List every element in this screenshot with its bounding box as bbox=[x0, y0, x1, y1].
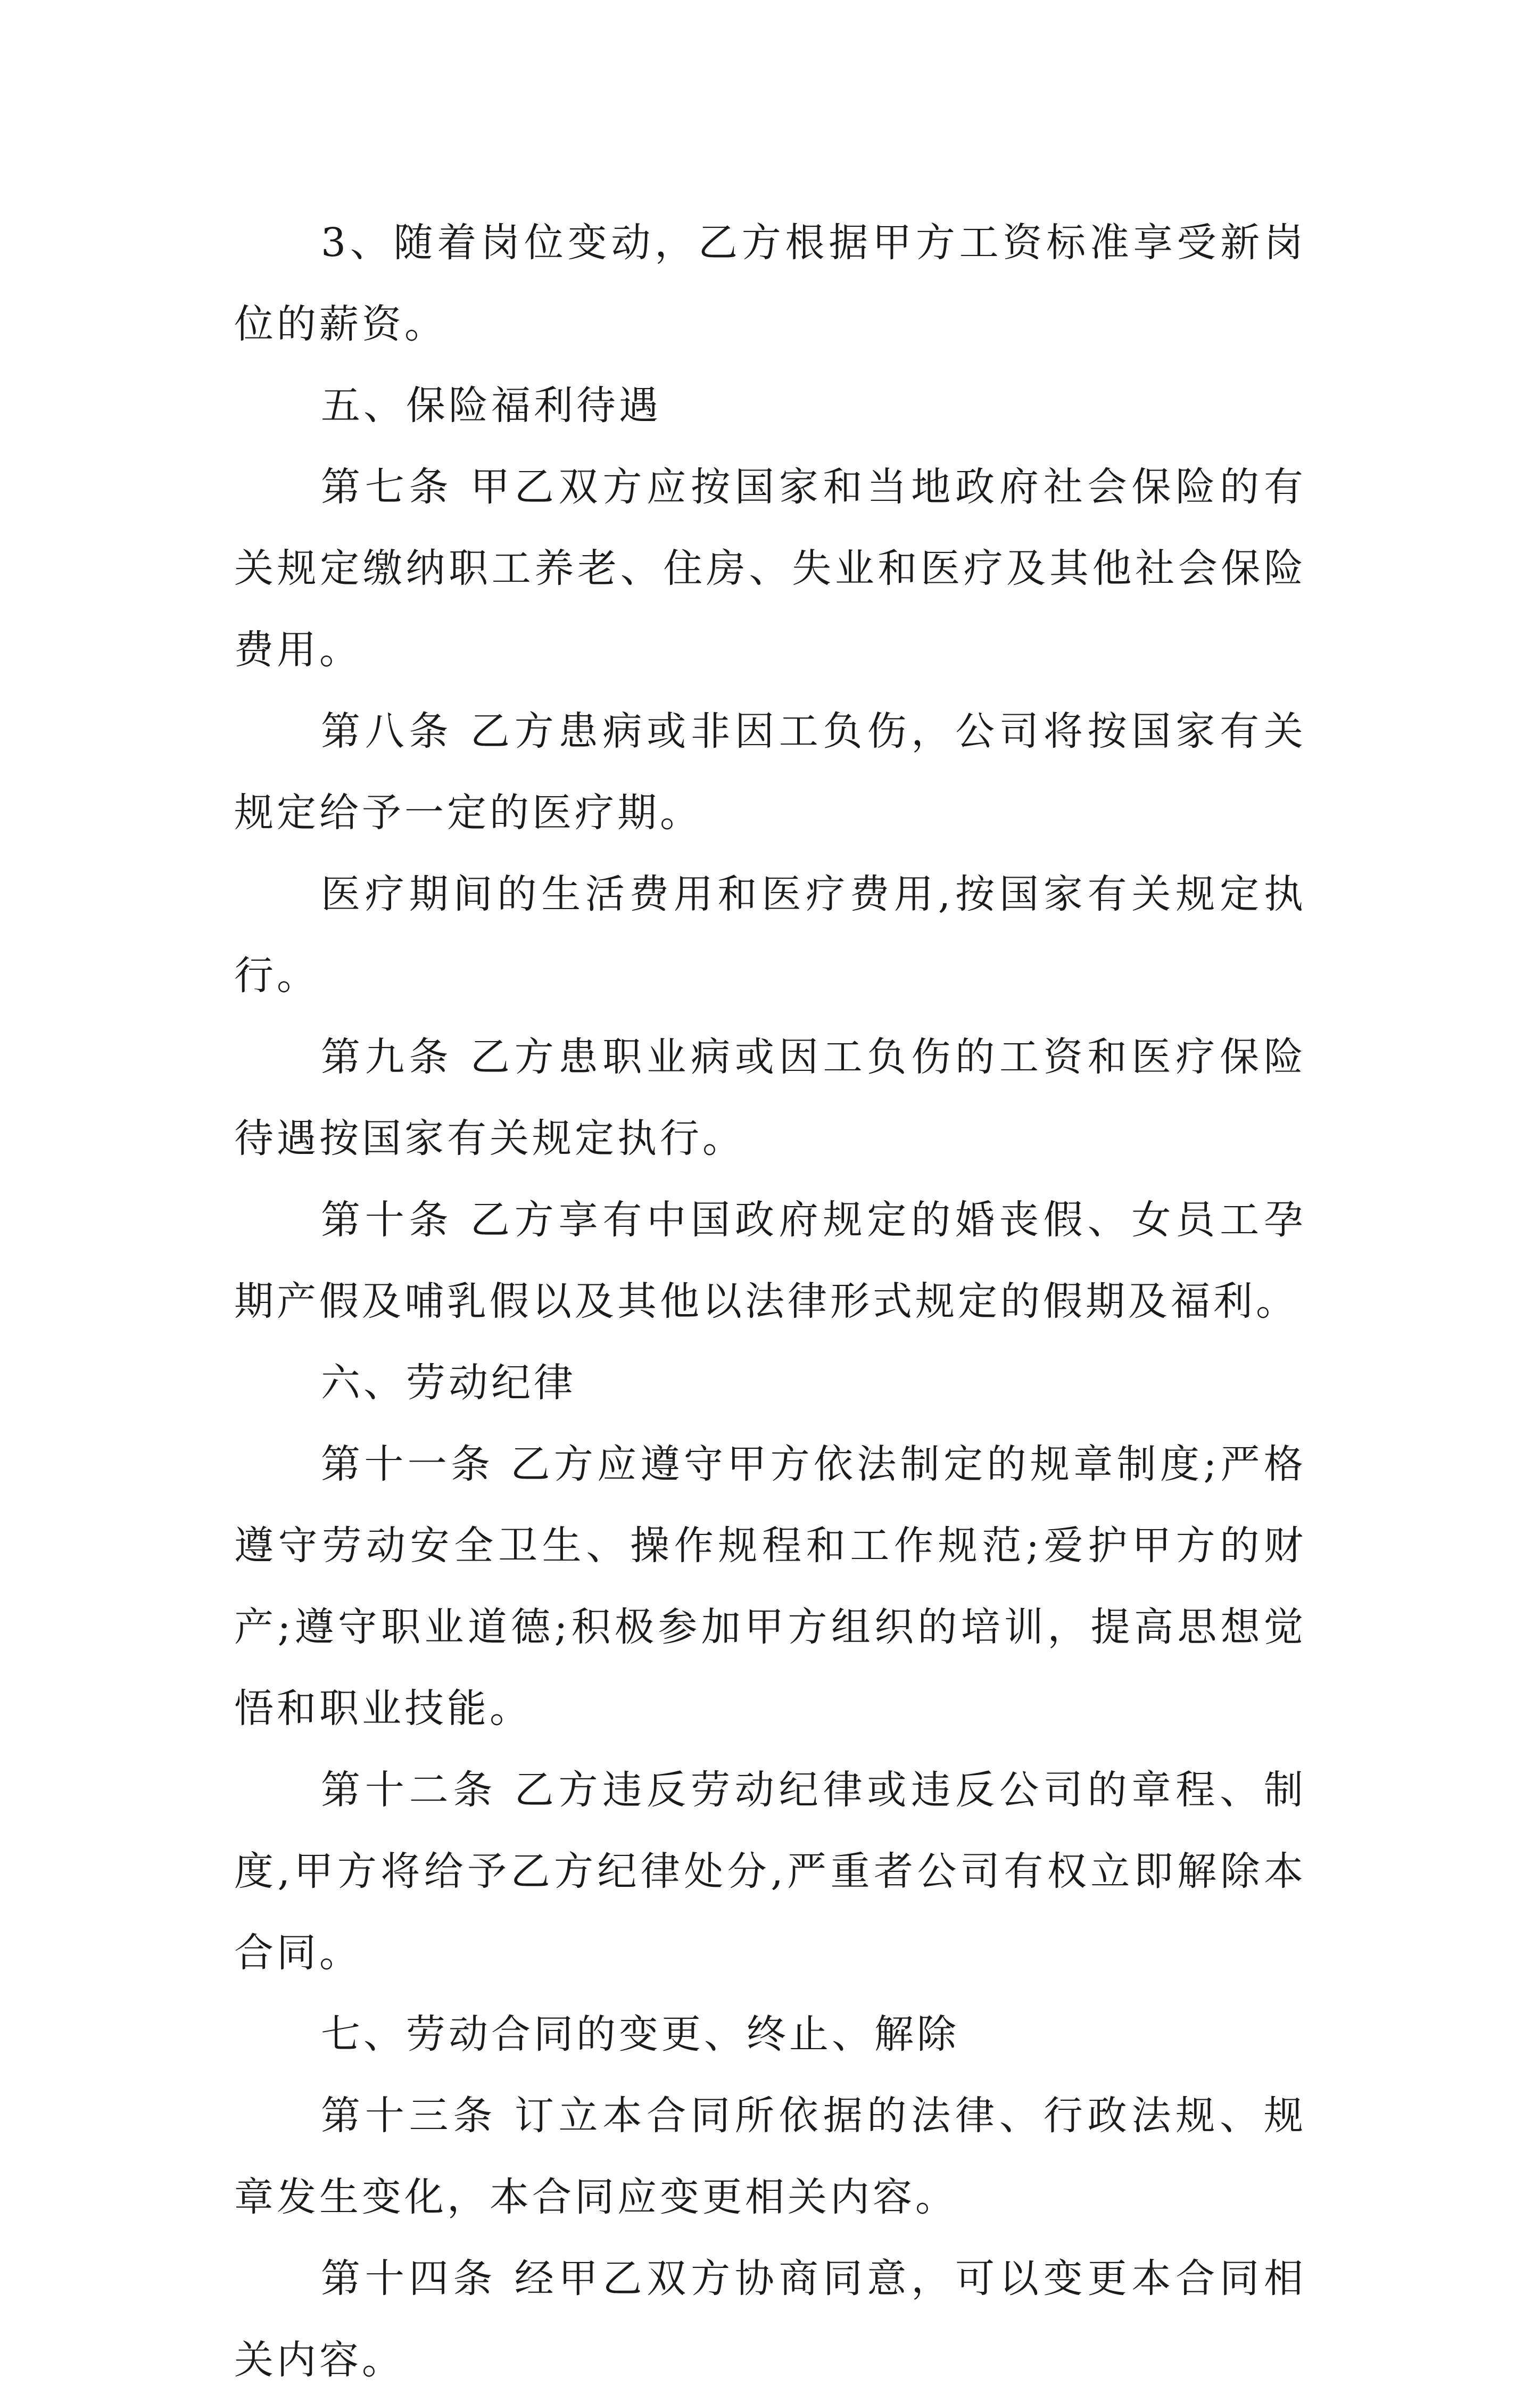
section-heading-insurance-benefits: 五、保险福利待遇 bbox=[321, 383, 661, 428]
document-body bbox=[234, 202, 1306, 2401]
section-heading-contract-changes: 七、劳动合同的变更、终止、解除 bbox=[321, 2011, 959, 2057]
paragraph-article-13: 第十三条 订立本合同所依据的法律、行政法规、规章发生变化，本合同应变更相关内容。 bbox=[234, 2093, 1306, 2220]
paragraph-article-9: 第九条 乙方患职业病或因工负伤的工资和医疗保险待遇按国家有关规定执行。 bbox=[234, 1034, 1306, 1161]
paragraph-medical-period-costs: 医疗期间的生活费用和医疗费用,按国家有关规定执行。 bbox=[234, 871, 1306, 999]
paragraph-salary-clause-3: 3、随着岗位变动，乙方根据甲方工资标准享受新岗位的薪资。 bbox=[234, 220, 1306, 347]
paragraph-article-7: 第七条 甲乙双方应按国家和当地政府社会保险的有关规定缴纳职工养老、住房、失业和医疗及其他社会保险费用。 bbox=[234, 464, 1306, 673]
paragraph-article-11: 第十一条 乙方应遵守甲方依法制定的规章制度;严格遵守劳动安全卫生、操作规程和工作规范;爱护甲方的财产;遵守职业道德;积极参加甲方组织的培训，提高思想觉悟和职业技能。 bbox=[234, 1441, 1306, 1731]
section-heading-labor-discipline: 六、劳动纪律 bbox=[321, 1360, 576, 1406]
paragraph-article-10: 第十条 乙方享有中国政府规定的婚丧假、女员工孕期产假及哺乳假以及其他以法律形式规定的假期及福利。 bbox=[234, 1197, 1306, 1324]
paragraph-article-8: 第八条 乙方患病或非因工负伤，公司将按国家有关规定给予一定的医疗期。 bbox=[234, 708, 1306, 836]
paragraph-article-12: 第十二条 乙方违反劳动纪律或违反公司的章程、制度,甲方将给予乙方纪律处分,严重者公司有权立即解除本合同。 bbox=[234, 1767, 1306, 1976]
paragraph-article-14: 第十四条 经甲乙双方协商同意，可以变更本合同相关内容。 bbox=[234, 2256, 1306, 2383]
